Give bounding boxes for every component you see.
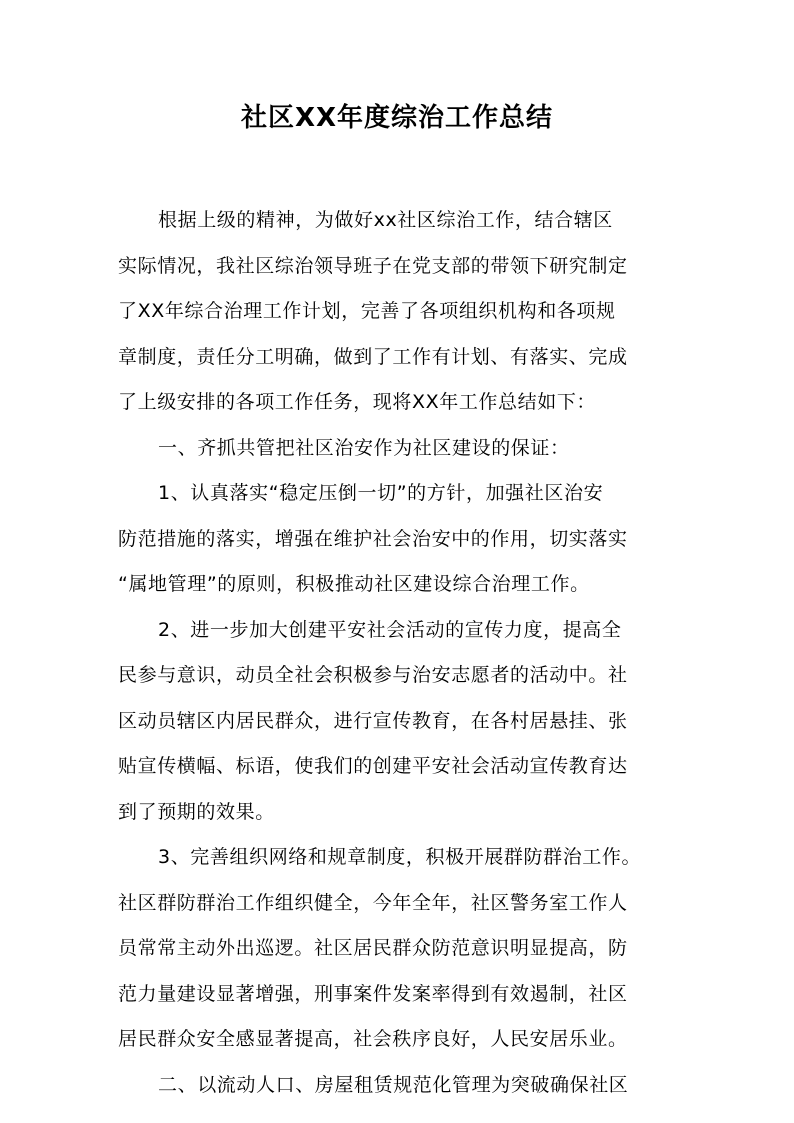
paragraph-line: “属地管理”的原则，积极推动社区建设综合治理工作。	[118, 573, 590, 595]
paragraph-line: 贴宣传横幅、标语，使我们的创建平安社会活动宣传教育达	[118, 755, 628, 777]
paragraph-line: 民参与意识，动员全社会积极参与治安志愿者的活动中。社	[118, 664, 628, 686]
paragraph-line: 根据上级的精神，为做好xx社区综治工作，结合辖区	[158, 209, 613, 231]
paragraph-line: 1、认真落实“稳定压倒一切”的方针，加强社区治安	[158, 482, 604, 504]
paragraph-line: 社区群防群治工作组织健全，今年全年，社区警务室工作人	[118, 891, 628, 914]
paragraph-line: 居民群众安全感显著提高，社会秩序良好，人民安居乐业。	[118, 1028, 628, 1050]
document-title: 社区XX年度综治工作总结	[240, 103, 554, 133]
paragraph-line: 2、进一步加大创建平安社会活动的宣传力度，提高全	[158, 618, 622, 641]
paragraph-line: 到了预期的效果。	[118, 800, 275, 823]
section-heading-line: 二、以流动人口、房屋租赁规范化管理为突破确保社区	[158, 1073, 629, 1096]
document-body	[118, 198, 690, 1108]
section-heading-line: 一、齐抓共管把社区治安作为社区建设的保证：	[158, 436, 570, 459]
paragraph-line: 实际情况，我社区综治领导班子在党支部的带领下研究制定	[118, 254, 628, 277]
paragraph-line: 范力量建设显著增强，刑事案件发案率得到有效遏制，社区	[118, 982, 628, 1005]
paragraph-line: 3、完善组织网络和规章制度，积极开展群防群治工作。	[158, 846, 642, 868]
paragraph-line: 了XX年综合治理工作计划，完善了各项组织机构和各项规	[118, 300, 616, 322]
paragraph-line: 区动员辖区内居民群众，进行宣传教育，在各村居悬挂、张	[118, 709, 628, 732]
paragraph-line: 了上级安排的各项工作任务，现将XX年工作总结如下：	[118, 391, 597, 413]
paragraph-line: 员常常主动外出巡逻。社区居民群众防范意识明显提高，防	[118, 937, 628, 959]
paragraph-line: 章制度，责任分工明确，做到了工作有计划、有落实、完成	[118, 345, 628, 368]
paragraph-line: 防范措施的落实，增强在维护社会治安中的作用，切实落实	[118, 527, 628, 550]
